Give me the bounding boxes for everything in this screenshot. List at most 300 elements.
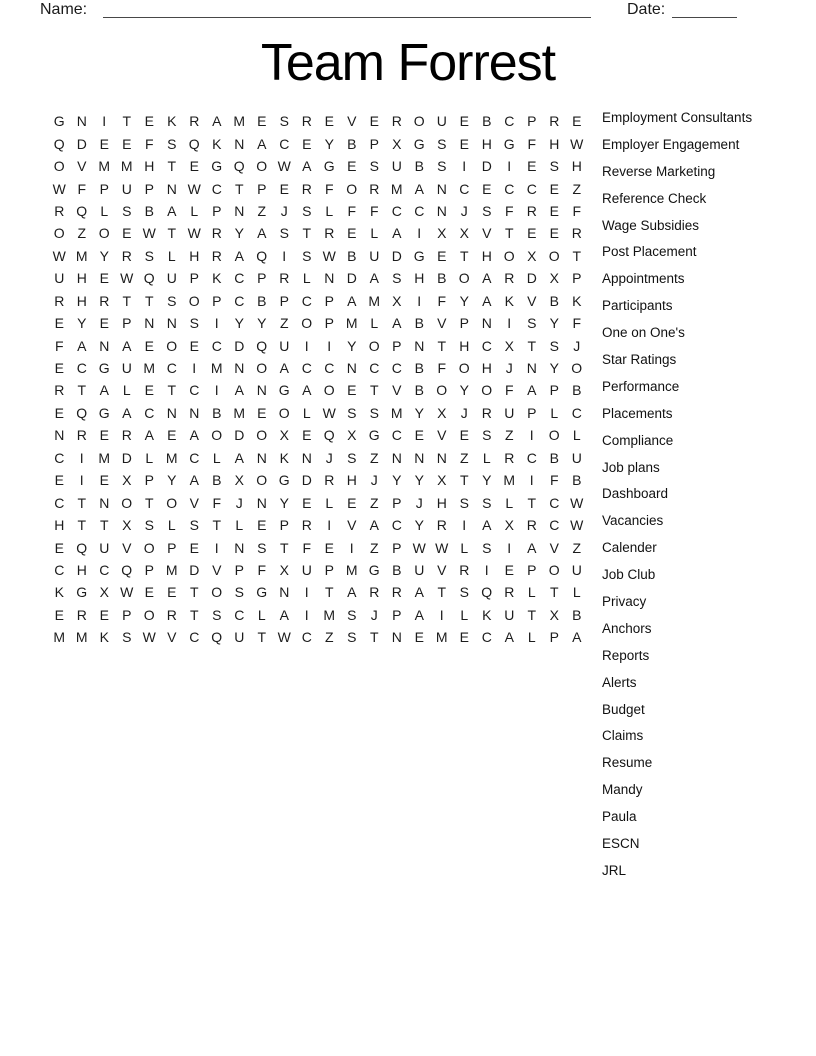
grid-cell: X <box>504 517 514 534</box>
grid-cell: X <box>279 427 289 444</box>
grid-cell: I <box>304 584 309 601</box>
word-list <box>602 104 752 884</box>
grid-cell: B <box>212 472 222 489</box>
grid-cell: G <box>76 584 88 601</box>
grid-cell: P <box>144 561 154 578</box>
grid-cell: P <box>279 517 289 534</box>
grid-cell: O <box>256 158 268 175</box>
grid-cell: P <box>234 561 244 578</box>
grid-cell: N <box>436 180 447 197</box>
grid-cell: G <box>368 561 380 578</box>
grid-cell: O <box>548 247 560 264</box>
grid-cell: Y <box>99 247 109 264</box>
grid-cell: E <box>144 113 154 130</box>
grid-cell: C <box>481 337 492 354</box>
grid-cell: I <box>349 539 354 556</box>
grid-cell: E <box>572 113 582 130</box>
grid-cell: A <box>234 247 244 264</box>
grid-cell: T <box>99 517 109 534</box>
grid-cell: T <box>369 382 379 399</box>
grid-cell: N <box>166 404 177 421</box>
puzzle-title: Team Forrest <box>260 34 556 92</box>
word-list-item: Participants <box>602 298 673 314</box>
grid-cell: A <box>189 472 199 489</box>
grid-cell: W <box>187 180 201 197</box>
grid-cell: O <box>503 247 515 264</box>
grid-cell: A <box>414 606 424 623</box>
grid-cell: H <box>549 135 560 152</box>
word-list-item: Calender <box>602 540 657 556</box>
grid-cell: P <box>212 292 222 309</box>
grid-cell: V <box>482 225 492 242</box>
grid-cell: I <box>304 337 309 354</box>
grid-cell: R <box>76 427 87 444</box>
grid-cell: T <box>324 584 334 601</box>
grid-cell: B <box>572 382 582 399</box>
grid-cell: P <box>527 113 537 130</box>
grid-cell: N <box>346 360 357 377</box>
word-list-item: Post Placement <box>602 244 697 260</box>
grid-cell: N <box>436 202 447 219</box>
grid-cell: N <box>279 584 290 601</box>
grid-cell: N <box>256 382 267 399</box>
grid-cell: O <box>413 113 425 130</box>
grid-cell: O <box>458 360 470 377</box>
grid-cell: Y <box>549 315 559 332</box>
grid-cell: G <box>98 360 110 377</box>
grid-cell: R <box>526 202 537 219</box>
grid-cell: Q <box>256 337 268 354</box>
grid-cell: E <box>54 404 64 421</box>
grid-cell: S <box>144 247 154 264</box>
grid-cell: C <box>504 180 515 197</box>
grid-cell: P <box>549 629 559 646</box>
grid-cell: A <box>167 202 177 219</box>
grid-cell: V <box>527 292 537 309</box>
grid-cell: E <box>257 404 267 421</box>
grid-cell: T <box>167 158 177 175</box>
grid-cell: R <box>459 561 470 578</box>
word-list-item: Privacy <box>602 593 647 609</box>
grid-cell: E <box>189 539 199 556</box>
grid-cell: L <box>460 606 469 623</box>
grid-cell: K <box>504 292 514 309</box>
grid-cell: V <box>437 315 447 332</box>
grid-cell: E <box>459 427 469 444</box>
grid-cell: U <box>234 629 245 646</box>
grid-cell: W <box>52 247 66 264</box>
grid-cell: E <box>122 135 132 152</box>
grid-cell: F <box>347 202 357 219</box>
grid-cell: O <box>346 180 358 197</box>
grid-cell: C <box>99 561 110 578</box>
grid-cell: O <box>571 360 583 377</box>
grid-cell: T <box>122 113 132 130</box>
grid-cell: E <box>99 270 109 287</box>
grid-cell: T <box>437 337 447 354</box>
grid-cell: O <box>256 472 268 489</box>
grid-cell: E <box>482 180 492 197</box>
grid-cell: W <box>142 629 156 646</box>
grid-cell: U <box>301 561 312 578</box>
grid-cell: L <box>100 202 109 219</box>
grid-cell: N <box>256 449 267 466</box>
grid-cell: C <box>369 360 380 377</box>
grid-cell: C <box>189 382 200 399</box>
grid-cell: L <box>550 404 559 421</box>
grid-cell: K <box>482 606 492 623</box>
word-list-item: Paula <box>602 809 637 825</box>
grid-cell: G <box>53 113 65 130</box>
grid-cell: O <box>301 315 313 332</box>
grid-cell: U <box>504 606 515 623</box>
letter-grid <box>48 110 588 649</box>
grid-cell: K <box>572 292 582 309</box>
grid-cell: A <box>279 606 289 623</box>
grid-cell: C <box>459 180 470 197</box>
grid-cell: N <box>301 449 312 466</box>
grid-cell: B <box>437 270 447 287</box>
grid-cell: A <box>572 629 582 646</box>
word-list-item: Job plans <box>602 459 660 475</box>
grid-cell: L <box>370 225 379 242</box>
grid-cell: F <box>212 494 222 511</box>
grid-cell: G <box>98 404 110 421</box>
grid-cell: I <box>439 606 444 623</box>
grid-cell: W <box>142 225 156 242</box>
grid-cell: O <box>143 606 155 623</box>
grid-cell: Q <box>76 539 88 556</box>
grid-cell: L <box>482 449 491 466</box>
grid-cell: X <box>392 292 402 309</box>
grid-cell: R <box>54 382 65 399</box>
grid-cell: T <box>459 247 469 264</box>
grid-cell: X <box>122 517 132 534</box>
grid-cell: F <box>257 561 267 578</box>
grid-cell: M <box>233 404 246 421</box>
grid-cell: L <box>145 449 154 466</box>
grid-cell: F <box>54 337 64 354</box>
grid-cell: I <box>327 337 332 354</box>
grid-cell: C <box>211 180 222 197</box>
grid-cell: H <box>144 158 155 175</box>
grid-cell: F <box>504 202 514 219</box>
grid-cell: A <box>279 360 289 377</box>
grid-cell: C <box>526 180 537 197</box>
grid-cell: B <box>347 247 357 264</box>
grid-cell: W <box>277 158 291 175</box>
grid-cell: H <box>76 292 87 309</box>
grid-cell: W <box>52 180 66 197</box>
grid-cell: M <box>75 247 88 264</box>
grid-cell: C <box>414 202 425 219</box>
grid-cell: F <box>144 135 154 152</box>
grid-cell: A <box>144 427 154 444</box>
grid-cell: V <box>437 561 447 578</box>
grid-cell: P <box>257 180 267 197</box>
grid-cell: I <box>214 382 219 399</box>
grid-cell: O <box>188 292 200 309</box>
grid-cell: J <box>370 472 378 489</box>
grid-cell: O <box>548 561 560 578</box>
word-list-item: Reference Check <box>602 190 707 206</box>
grid-cell: M <box>165 449 178 466</box>
grid-cell: Y <box>167 472 177 489</box>
grid-cell: R <box>121 247 132 264</box>
grid-cell: W <box>277 629 291 646</box>
grid-cell: K <box>54 584 64 601</box>
grid-cell: T <box>504 225 514 242</box>
grid-cell: W <box>187 225 201 242</box>
grid-cell: Q <box>188 135 200 152</box>
grid-cell: D <box>189 561 200 578</box>
grid-cell: U <box>369 247 380 264</box>
grid-cell: Y <box>549 360 559 377</box>
grid-cell: Y <box>414 517 424 534</box>
grid-cell: A <box>369 517 379 534</box>
grid-cell: B <box>347 135 357 152</box>
grid-cell: L <box>212 449 221 466</box>
grid-cell: R <box>121 427 132 444</box>
grid-cell: A <box>122 404 132 421</box>
grid-cell: H <box>189 247 200 264</box>
grid-cell: P <box>144 472 154 489</box>
grid-cell: S <box>122 202 132 219</box>
word-list-item: Claims <box>602 728 644 744</box>
grid-cell: R <box>369 584 380 601</box>
grid-cell: T <box>459 472 469 489</box>
grid-cell: I <box>102 113 107 130</box>
grid-cell: S <box>189 315 199 332</box>
grid-cell: X <box>234 472 244 489</box>
grid-cell: B <box>414 315 424 332</box>
grid-cell: R <box>54 292 65 309</box>
grid-cell: H <box>571 158 582 175</box>
grid-cell: Y <box>482 472 492 489</box>
grid-cell: I <box>529 472 534 489</box>
grid-cell: T <box>527 494 537 511</box>
grid-cell: H <box>346 472 357 489</box>
grid-cell: Z <box>369 539 379 556</box>
grid-cell: S <box>122 629 132 646</box>
word-list-item: Star Ratings <box>602 351 677 367</box>
grid-cell: O <box>53 158 65 175</box>
grid-cell: C <box>54 449 65 466</box>
grid-cell: E <box>167 427 177 444</box>
grid-cell: R <box>301 517 312 534</box>
grid-cell: Q <box>76 202 88 219</box>
grid-cell: H <box>414 270 425 287</box>
grid-cell: T <box>527 606 537 623</box>
grid-cell: G <box>368 427 380 444</box>
grid-cell: E <box>257 517 267 534</box>
grid-cell: I <box>417 292 422 309</box>
grid-cell: T <box>549 584 559 601</box>
grid-cell: B <box>144 202 154 219</box>
grid-cell: M <box>390 404 403 421</box>
grid-cell: E <box>122 225 132 242</box>
grid-cell: Y <box>234 315 244 332</box>
grid-cell: P <box>369 135 379 152</box>
grid-cell: N <box>234 539 245 556</box>
grid-cell: K <box>212 135 222 152</box>
grid-cell: O <box>121 494 133 511</box>
grid-cell: Y <box>77 315 87 332</box>
grid-cell: H <box>481 135 492 152</box>
word-list-item: Wage Subsidies <box>602 217 700 233</box>
grid-cell: W <box>120 584 134 601</box>
grid-cell: X <box>437 404 447 421</box>
word-list-item: Employer Engagement <box>602 136 740 152</box>
grid-cell: E <box>99 315 109 332</box>
grid-cell: R <box>324 472 335 489</box>
grid-cell: H <box>76 561 87 578</box>
grid-cell: C <box>166 360 177 377</box>
word-list-item: Dashboard <box>602 486 669 502</box>
grid-cell: N <box>391 449 402 466</box>
grid-cell: R <box>211 225 222 242</box>
word-list-item: Reports <box>602 647 650 663</box>
grid-cell: E <box>54 315 64 332</box>
grid-cell: A <box>77 337 87 354</box>
grid-cell: S <box>482 202 492 219</box>
grid-cell: N <box>234 360 245 377</box>
grid-cell: E <box>347 494 357 511</box>
grid-cell: L <box>527 629 536 646</box>
grid-cell: R <box>301 113 312 130</box>
grid-cell: T <box>212 517 222 534</box>
word-list-item: ESCN <box>602 835 640 851</box>
grid-cell: R <box>391 584 402 601</box>
grid-cell: C <box>234 606 245 623</box>
grid-cell: P <box>392 337 402 354</box>
grid-cell: E <box>324 539 334 556</box>
grid-cell: N <box>54 427 65 444</box>
grid-cell: I <box>282 247 287 264</box>
word-list-item: Placements <box>602 405 673 421</box>
grid-cell: V <box>347 113 357 130</box>
grid-cell: W <box>570 494 584 511</box>
name-label: Name: <box>40 1 88 18</box>
grid-cell: A <box>257 225 267 242</box>
grid-cell: G <box>211 158 223 175</box>
grid-cell: X <box>549 270 559 287</box>
word-list-item: Alerts <box>602 674 637 690</box>
grid-cell: L <box>460 539 469 556</box>
grid-cell: O <box>211 427 223 444</box>
grid-cell: Z <box>504 427 514 444</box>
grid-cell: L <box>167 247 176 264</box>
grid-cell: E <box>549 202 559 219</box>
grid-cell: P <box>99 180 109 197</box>
grid-cell: N <box>189 404 200 421</box>
grid-cell: U <box>166 270 177 287</box>
grid-cell: O <box>481 382 493 399</box>
grid-cell: F <box>77 180 87 197</box>
grid-cell: A <box>212 113 222 130</box>
grid-cell: S <box>347 404 357 421</box>
grid-cell: G <box>278 382 290 399</box>
grid-cell: C <box>549 494 560 511</box>
grid-cell: H <box>76 270 87 287</box>
grid-cell: A <box>482 270 492 287</box>
grid-cell: E <box>527 225 537 242</box>
grid-cell: D <box>234 427 245 444</box>
grid-cell: C <box>504 113 515 130</box>
grid-cell: Z <box>77 225 87 242</box>
grid-cell: N <box>166 315 177 332</box>
grid-cell: L <box>370 315 379 332</box>
grid-cell: S <box>302 202 312 219</box>
grid-cell: O <box>166 337 178 354</box>
grid-cell: B <box>414 360 424 377</box>
grid-cell: L <box>527 584 536 601</box>
grid-cell: Y <box>414 404 424 421</box>
grid-cell: Y <box>324 135 334 152</box>
grid-cell: S <box>392 270 402 287</box>
grid-cell: N <box>144 315 155 332</box>
grid-cell: Y <box>257 315 267 332</box>
grid-cell: S <box>527 315 537 332</box>
grid-cell: A <box>392 225 402 242</box>
grid-cell: S <box>437 135 447 152</box>
grid-cell: A <box>189 427 199 444</box>
grid-cell: P <box>392 606 402 623</box>
grid-cell: E <box>144 382 154 399</box>
grid-cell: S <box>167 292 177 309</box>
grid-cell: E <box>99 472 109 489</box>
grid-cell: A <box>302 158 312 175</box>
grid-cell: R <box>391 113 402 130</box>
grid-cell: E <box>347 382 357 399</box>
grid-cell: B <box>572 472 582 489</box>
grid-cell: O <box>256 427 268 444</box>
grid-cell: P <box>122 606 132 623</box>
grid-cell: M <box>368 292 381 309</box>
grid-cell: P <box>549 382 559 399</box>
grid-cell: T <box>437 584 447 601</box>
word-list-item: Budget <box>602 701 645 717</box>
grid-cell: D <box>234 337 245 354</box>
grid-cell: P <box>279 292 289 309</box>
grid-cell: N <box>414 337 425 354</box>
grid-cell: E <box>144 337 154 354</box>
grid-cell: R <box>166 606 177 623</box>
grid-cell: F <box>549 472 559 489</box>
grid-cell: E <box>347 158 357 175</box>
grid-cell: L <box>167 517 176 534</box>
grid-cell: D <box>481 158 492 175</box>
grid-cell: U <box>391 158 402 175</box>
grid-cell: Q <box>143 270 155 287</box>
grid-cell: V <box>549 539 559 556</box>
grid-cell: M <box>143 360 156 377</box>
grid-cell: C <box>391 517 402 534</box>
grid-cell: D <box>346 270 357 287</box>
grid-cell: O <box>143 539 155 556</box>
grid-cell: I <box>214 315 219 332</box>
grid-cell: E <box>549 225 559 242</box>
grid-cell: E <box>414 427 424 444</box>
grid-cell: E <box>144 584 154 601</box>
grid-cell: A <box>504 629 514 646</box>
grid-cell: I <box>529 427 534 444</box>
grid-cell: L <box>505 494 514 511</box>
grid-cell: D <box>301 472 312 489</box>
grid-cell: J <box>280 202 288 219</box>
grid-cell: B <box>482 113 492 130</box>
grid-cell: U <box>279 337 290 354</box>
